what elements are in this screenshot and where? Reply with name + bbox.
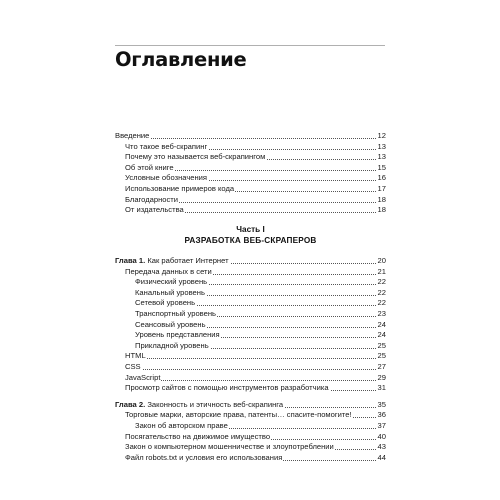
toc-entry-page: 40 [377,431,386,441]
toc-entry-title: Передача данных в сети [125,266,212,276]
toc-entry-page: 16 [377,173,386,183]
toc-entry[interactable] [115,320,386,331]
toc-entry[interactable] [115,142,386,153]
toc-entry-title: Благодарности [125,194,179,204]
toc-entry[interactable] [115,131,386,142]
toc-intro-section [115,131,386,216]
toc-entry[interactable] [115,309,386,320]
toc-entry-page: 12 [377,131,386,140]
toc-entry[interactable] [115,267,386,278]
chapter-title: Законность и этичность веб-скрапинга [145,399,284,409]
toc-entry-page: 24 [377,330,386,340]
toc-entry-title: Посягательство на движимое имущество [125,431,271,441]
toc-entry-page: 18 [377,205,386,215]
toc-entry[interactable] [115,373,386,384]
toc-entry-title: Канальный уровень [135,287,205,297]
toc-part-1-section [115,256,386,463]
chapter-number: Глава 1. [115,256,146,265]
toc-entry[interactable] [115,298,386,309]
toc-entry-page: 43 [377,442,386,452]
chapter-title: Как работает Интернет [145,256,229,265]
toc-entry-page: 24 [377,319,386,329]
toc-entry-title: Транспортный уровень [135,308,217,318]
toc-entry-title: HTML [125,351,146,361]
toc-entry-title: Почему это называется веб-скрапингом [125,152,266,162]
top-rule [115,45,385,46]
toc-entry-page: 44 [377,452,386,462]
toc-entry-page: 22 [377,298,386,308]
toc-chapter-entry[interactable] [115,256,386,267]
toc-entry[interactable] [115,442,386,453]
toc-entry-title: Условные обозначения [125,173,208,183]
toc-entry[interactable] [115,288,386,299]
toc-entry-page: 22 [377,277,386,287]
toc-entry[interactable] [115,330,386,341]
dot-leader [125,380,376,381]
toc-entry-title: Файл robots.txt и условия его использования [125,452,283,462]
toc-entry-page: 20 [377,256,386,265]
toc-entry[interactable] [115,152,386,163]
toc-entry[interactable] [115,163,386,174]
dot-leader [115,138,376,139]
toc-entry-title: Физический уровень [135,277,208,287]
toc-entry-page: 35 [377,399,386,409]
toc-entry[interactable] [115,205,386,216]
toc-entry[interactable] [115,421,386,432]
toc-entry-title: Сетевой уровень [135,298,196,308]
part-title: РАЗРАБОТКА ВЕБ-СКРАПЕРОВ [184,236,317,245]
toc-entry[interactable] [115,432,386,443]
toc-entry-title: Сеансовый уровень [135,319,206,329]
toc-entry[interactable] [115,383,386,394]
part-label: Часть I [236,225,265,234]
toc-entry-page: 21 [377,266,386,276]
toc-entry-page: 13 [377,141,386,151]
toc-entry-page: 37 [377,420,386,430]
toc-entry-page: 15 [377,162,386,172]
toc-entry-page: 31 [377,383,386,393]
toc-entry-page: 18 [377,194,386,204]
toc-entry-title: Использование примеров кода [125,183,235,193]
dot-leader [125,358,376,359]
toc-entry-title: Что такое веб-скрапинг [125,141,208,151]
dot-leader [125,369,376,370]
toc-entry-page: 22 [377,287,386,297]
toc-entry-title: Прикладной уровень [135,340,209,350]
toc-chapter-entry[interactable] [115,400,386,411]
toc-entry[interactable] [115,277,386,288]
toc-entry-title: Просмотр сайтов с помощью инструментов разработчика [125,383,329,393]
toc-entry-title: От издательства [125,205,184,215]
toc-entry-title: Закон об авторском праве [135,420,228,430]
toc-entry-title: Торговые марки, авторские права, патенты… спасите-помогите! [125,410,352,420]
toc-entry[interactable] [115,195,386,206]
chapter-number: Глава 2. [115,399,146,409]
toc-entry-title: JavaScript [125,372,161,382]
toc-entry-title [115,256,230,265]
toc-entry-title: Закон о компьютерном мошенничестве и злоупотреблении [125,442,334,452]
toc-entry-page: 25 [377,351,386,361]
toc-entry[interactable] [115,362,386,373]
toc-entry-page: 23 [377,308,386,318]
toc-entry-title [115,400,284,409]
toc-entry-title: Уровень представления [135,330,220,340]
toc-entry-page: 25 [377,340,386,350]
toc-entry-page: 17 [377,183,386,193]
toc-entry-page: 13 [377,152,386,162]
toc-entry-page: 36 [377,410,386,420]
toc-entry-page: 29 [377,372,386,382]
toc-entry[interactable] [115,351,386,362]
toc-entry[interactable] [115,173,386,184]
toc-entry[interactable] [115,184,386,195]
toc-entry[interactable] [115,453,386,464]
toc-entry-title: CSS [125,361,141,371]
toc-entry[interactable] [115,410,386,421]
page-title: Оглавление [115,48,247,71]
toc-entry[interactable] [115,341,386,352]
toc-entry-page: 27 [377,361,386,371]
toc-entry-title: Введение [115,131,150,140]
toc-entry-title: Об этой книге [125,162,174,172]
